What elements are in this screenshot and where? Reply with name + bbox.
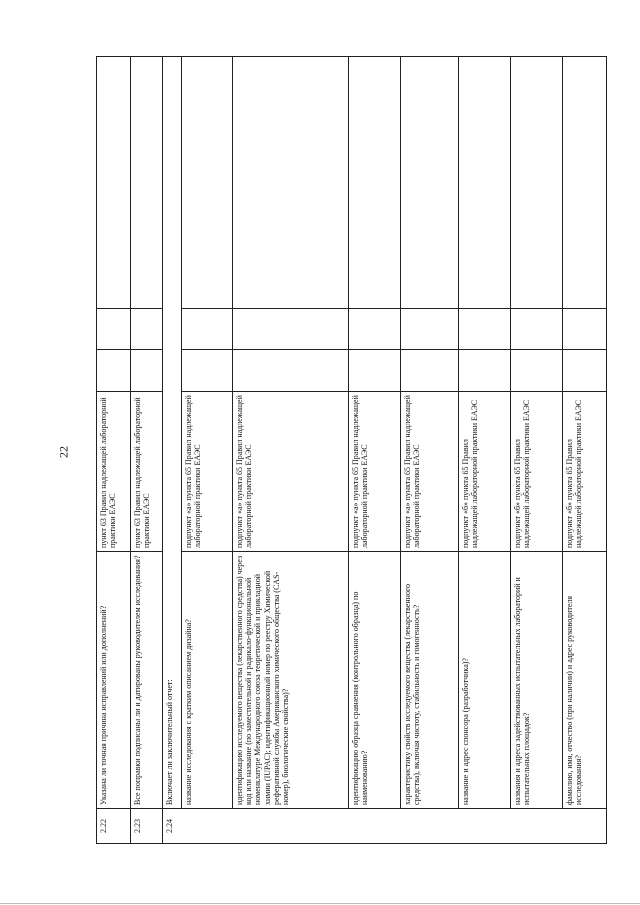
row-number: 2.22 <box>97 809 131 844</box>
table-row <box>349 57 401 844</box>
table-row <box>163 57 182 844</box>
answer-yes-cell <box>459 350 511 392</box>
comment-cell <box>563 57 607 309</box>
question-cell: Все поправки подписаны ли и датированы руководителем исследования? <box>131 552 163 809</box>
reference-cell: подпункт «б» пункта 65 Правил надлежащей лабораторной практики ЕАЭС <box>563 392 607 552</box>
page-number: 22 <box>56 446 71 458</box>
section-heading: Включает ли заключительный отчет: <box>163 57 182 809</box>
question-cell: характеристику свойств исследуемого вещества (лекарственного средства), включая чистоту, стабильность и гомогенность? <box>401 552 459 809</box>
reference-cell: подпункт «а» пункта 65 Правил надлежащей лабораторной практики ЕАЭС <box>401 392 459 552</box>
answer-yes-cell <box>349 350 401 392</box>
answer-no-cell <box>511 309 563 350</box>
answer-no-cell <box>459 309 511 350</box>
table-row <box>401 57 459 844</box>
answer-no-cell <box>563 309 607 350</box>
answer-yes-cell <box>131 350 163 392</box>
reference-cell: подпункт «а» пункта 65 Правил надлежащей лабораторной практики ЕАЭС <box>233 392 349 552</box>
table-row <box>511 57 563 844</box>
answer-no-cell <box>97 309 131 350</box>
answer-yes-cell <box>97 350 131 392</box>
answer-yes-cell <box>401 350 459 392</box>
answer-no-cell <box>182 309 233 350</box>
table-row <box>233 57 349 844</box>
table-row <box>97 57 131 844</box>
comment-cell <box>233 57 349 309</box>
comment-cell <box>349 57 401 309</box>
row-number: 2.23 <box>131 809 163 844</box>
table-row <box>131 57 163 844</box>
reference-cell: пункт 63 Правил надлежащей лабораторной практики ЕАЭС <box>97 392 131 552</box>
reference-cell: подпункт «б» пункта 65 Правил надлежащей лабораторной практики ЕАЭС <box>511 392 563 552</box>
rotated-table-container <box>96 57 606 844</box>
answer-no-cell <box>401 309 459 350</box>
comment-cell <box>459 57 511 309</box>
question-cell: названия и адреса задействованных испытательных лабораторий и испытательных площадок? <box>511 552 563 809</box>
answer-yes-cell <box>511 350 563 392</box>
reference-cell: подпункт «б» пункта 65 Правил надлежащей лабораторной практики ЕАЭС <box>459 392 511 552</box>
table-row <box>563 57 607 844</box>
answer-no-cell <box>233 309 349 350</box>
answer-yes-cell <box>233 350 349 392</box>
table-row <box>182 57 233 844</box>
comment-cell <box>182 57 233 309</box>
question-cell: название и адрес спонсора (разработчика)? <box>459 552 511 809</box>
question-cell: идентификацию исследуемого вещества (лекарственного средства) через код или название (по заместительной и радикало-функциональной номенклатуре Международного союза теоретической и прикладной химии (IUPAC); идентификационный номер по реестру Химической реферативной службы Американского химического общества (CAS-номер), биологические свойства)? <box>233 552 349 809</box>
row-number: 2.24 <box>163 809 607 844</box>
comment-cell <box>97 57 131 309</box>
scan-edge <box>0 903 640 904</box>
comment-cell <box>131 57 163 309</box>
reference-cell: подпункт «а» пункта 65 Правил надлежащей лабораторной практики ЕАЭС <box>182 392 233 552</box>
answer-no-cell <box>131 309 163 350</box>
reference-cell: подпункт «а» пункта 65 Правил надлежащей лабораторной практики ЕАЭС <box>349 392 401 552</box>
question-cell: Указана ли точная причина исправлений или дополнений? <box>97 552 131 809</box>
table-row <box>459 57 511 844</box>
comment-cell <box>511 57 563 309</box>
question-cell: идентификацию образца сравнения (контрольного образца) по наименованию? <box>349 552 401 809</box>
question-cell: фамилию, имя, отчество (при наличии) и адрес руководителя исследования? <box>563 552 607 809</box>
answer-yes-cell <box>563 350 607 392</box>
checklist-table <box>96 56 607 844</box>
answer-yes-cell <box>182 350 233 392</box>
answer-no-cell <box>349 309 401 350</box>
reference-cell: пункт 63 Правил надлежащей лабораторной практики ЕАЭС <box>131 392 163 552</box>
question-cell: название исследования с кратким описанием дизайна? <box>182 552 233 809</box>
comment-cell <box>401 57 459 309</box>
